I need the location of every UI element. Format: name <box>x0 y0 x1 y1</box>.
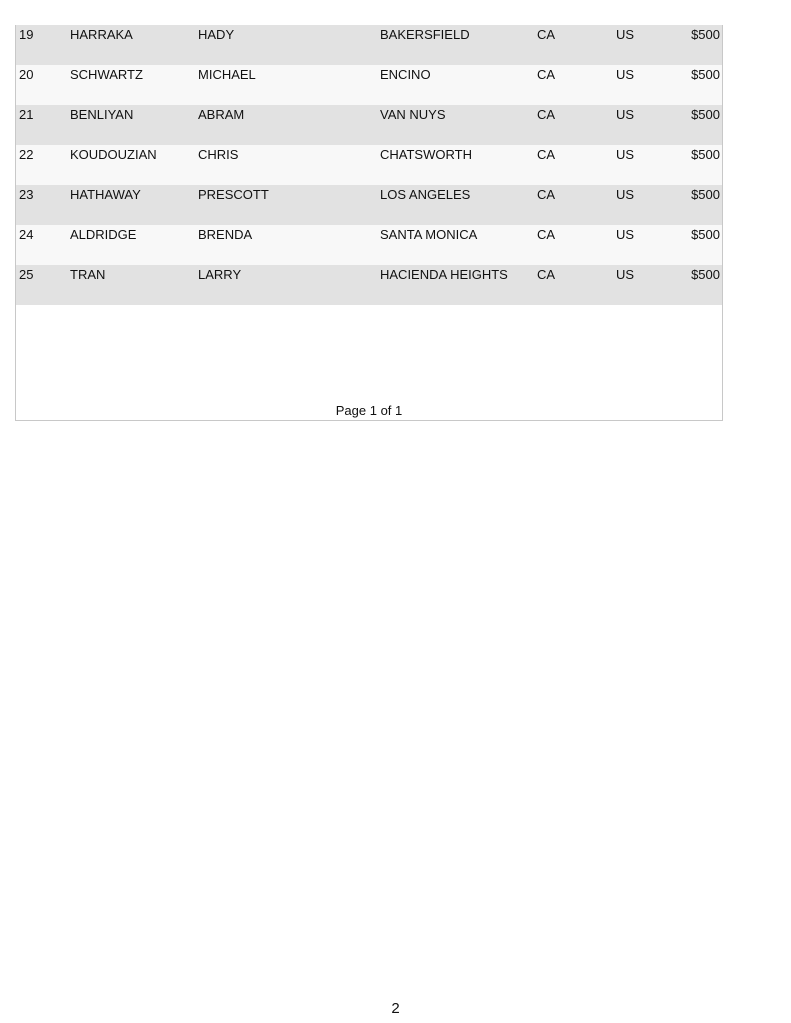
country: US <box>616 227 635 242</box>
amount: $500 <box>691 107 720 122</box>
state: CA <box>537 107 556 122</box>
state: CA <box>537 267 556 282</box>
city: ENCINO <box>380 67 431 82</box>
amount: $500 <box>691 227 720 242</box>
last-name: ALDRIDGE <box>70 227 137 242</box>
table-row <box>16 105 722 145</box>
city: SANTA MONICA <box>380 227 478 242</box>
amount: $500 <box>691 67 720 82</box>
first-name: HADY <box>198 27 235 42</box>
first-name: BRENDA <box>198 227 253 242</box>
row-number: 21 <box>19 107 34 122</box>
first-name: LARRY <box>198 267 242 282</box>
state: CA <box>537 227 556 242</box>
table-row <box>16 65 722 105</box>
first-name: CHRIS <box>198 147 239 162</box>
first-name: ABRAM <box>198 107 245 122</box>
last-name: KOUDOUZIAN <box>70 147 157 162</box>
amount: $500 <box>691 147 720 162</box>
report-page-footer: Page 1 of 1 <box>335 403 403 418</box>
last-name: BENLIYAN <box>70 107 134 122</box>
row-number: 24 <box>19 227 34 242</box>
row-number: 25 <box>19 267 34 282</box>
row-number: 19 <box>19 27 34 42</box>
city: CHATSWORTH <box>380 147 472 162</box>
country: US <box>616 187 635 202</box>
city: BAKERSFIELD <box>380 27 470 42</box>
table-row <box>16 185 722 225</box>
last-name: SCHWARTZ <box>70 67 143 82</box>
amount: $500 <box>691 267 720 282</box>
country: US <box>616 67 635 82</box>
country: US <box>616 27 635 42</box>
last-name: HARRAKA <box>70 27 133 42</box>
page-number: 2 <box>391 1000 400 1017</box>
city: LOS ANGELES <box>380 187 471 202</box>
state: CA <box>537 67 556 82</box>
table-body <box>16 25 722 305</box>
country: US <box>616 267 635 282</box>
table-row <box>16 25 722 65</box>
amount: $500 <box>691 187 720 202</box>
state: CA <box>537 187 556 202</box>
country: US <box>616 107 635 122</box>
table-row <box>16 225 722 265</box>
table-row <box>16 145 722 185</box>
country: US <box>616 147 635 162</box>
last-name: TRAN <box>70 267 106 282</box>
row-number: 23 <box>19 187 34 202</box>
first-name: PRESCOTT <box>198 187 269 202</box>
report-table-frame <box>15 25 723 421</box>
amount: $500 <box>691 27 720 42</box>
row-number: 20 <box>19 67 34 82</box>
table-row <box>16 265 722 305</box>
state: CA <box>537 27 556 42</box>
first-name: MICHAEL <box>198 67 256 82</box>
state: CA <box>537 147 556 162</box>
city: HACIENDA HEIGHTS <box>380 267 508 282</box>
last-name: HATHAWAY <box>70 187 141 202</box>
row-number: 22 <box>19 147 34 162</box>
city: VAN NUYS <box>380 107 446 122</box>
